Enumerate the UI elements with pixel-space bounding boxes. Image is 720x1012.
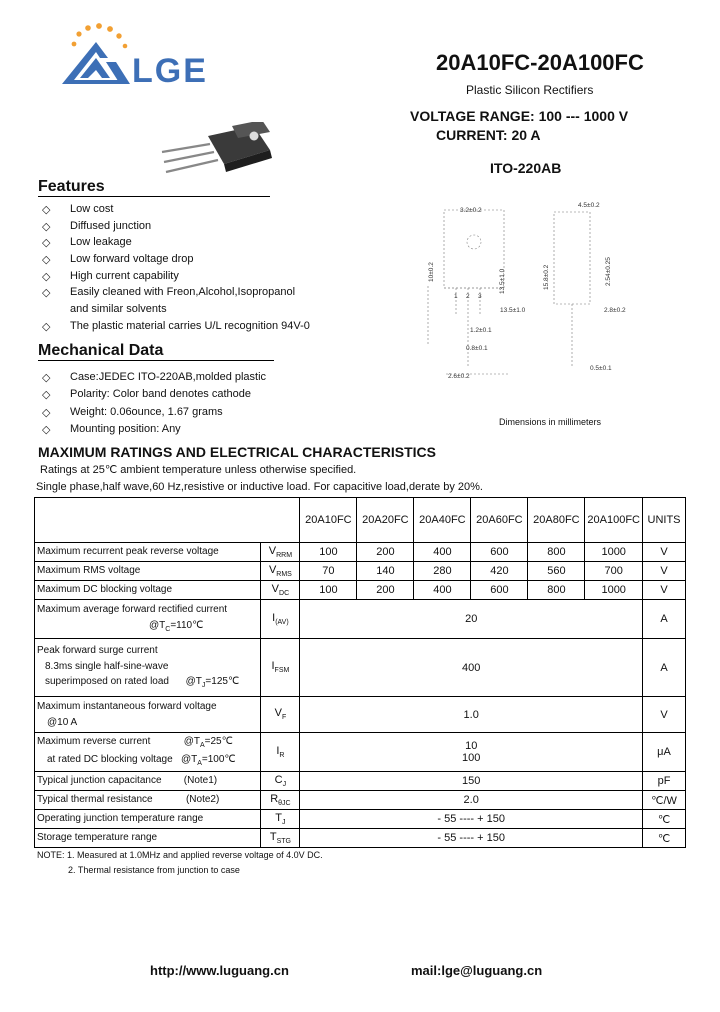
mechanical-heading: Mechanical Data (38, 342, 274, 361)
dim-label: 1.2±0.1 (470, 327, 492, 334)
table-row: Maximum recurrent peak reverse voltage $V_{RRM}$ 100 200 400 600 800 1000 V (35, 543, 686, 562)
table-header-row (35, 498, 686, 543)
diamond-bullet-icon: ◇ (42, 372, 51, 384)
list-item: ◇ Diffused junction (38, 220, 310, 237)
subtitle: Plastic Silicon Rectifiers (466, 83, 594, 97)
features-list (38, 203, 310, 337)
logo-text: LGE (132, 52, 208, 90)
footnote: NOTE: 1. Measured at 1.0MHz and applied reverse voltage of 4.0V DC. (37, 850, 323, 860)
dim-label: 2.8±0.2 (604, 307, 626, 314)
list-item: ◇ High current capability (38, 270, 310, 287)
diamond-bullet-icon: ◇ (42, 204, 51, 216)
diamond-bullet-icon: ◇ (42, 389, 51, 402)
column-header: 20A10FC (300, 498, 357, 543)
dim-label: 4.5±0.2 (578, 202, 600, 209)
table-row: Typical thermal resistance (Note2) $R_{\theta JC}$ 2.0 ℃/W (35, 791, 686, 810)
pin-label: 2 (466, 293, 470, 300)
lge-logo-icon (60, 22, 132, 88)
dim-label: 2.54±0.25 (605, 257, 612, 286)
table-row: Maximum reverse current $@T_A=25℃$ at rated DC blocking voltage $@T_A=100℃$ $I_R$ 10 100 μA (35, 733, 686, 772)
part-title: 20A10FC-20A100FC (436, 50, 644, 75)
mechanical-list (38, 371, 266, 440)
dim-label: 13.5±1.0 (500, 307, 526, 314)
footnote: 2. Thermal resistance from junction to case (68, 865, 240, 875)
website-link[interactable]: http://www.luguang.cn (150, 963, 289, 978)
table-row: Typical junction capacitance (Note1) $C_J$ 150 pF (35, 772, 686, 791)
table-row: Maximum DC blocking voltage $V_{DC}$ 100 200 400 600 800 1000 V (35, 581, 686, 600)
table-row: Peak forward surge current 8.3ms single half-sine-wave superimposed on rated load $@T_J=125℃$ $I_{FSM}$ 400 A (35, 639, 686, 697)
column-header: 20A60FC (471, 498, 528, 543)
email-link[interactable]: mail:lge@luguang.cn (411, 963, 543, 978)
table-row: Maximum instantaneous forward voltage @10 A $V_F$ 1.0 V (35, 697, 686, 733)
table-row: Operating junction temperature range $T_J$ - 55 ---- + 150 ℃ (35, 810, 686, 829)
component-image (158, 122, 278, 184)
diamond-bullet-icon: ◇ (42, 406, 51, 419)
voltage-range: VOLTAGE RANGE: 100 --- 1000 V (410, 108, 629, 124)
diamond-bullet-icon: ◇ (42, 237, 51, 250)
dimension-drawing (418, 196, 638, 386)
list-item: ◇ Mounting position: Any (38, 423, 266, 440)
features-heading: Features (38, 178, 270, 197)
diamond-bullet-icon: ◇ (42, 254, 51, 267)
dim-label: 0.8±0.1 (466, 345, 488, 352)
dim-label: 0.5±0.1 (590, 365, 612, 372)
table-row: Maximum average forward rectified current $@T_C=110℃$ $I_{(AV)}$ 20 A (35, 600, 686, 639)
list-item: ◇ The plastic material carries U/L recognition 94V-0 (38, 320, 310, 337)
diamond-bullet-icon: ◇ (42, 220, 51, 233)
column-header: 20A100FC (585, 498, 643, 543)
dim-label: 13.5±1.0 (499, 268, 506, 294)
ratings-note: Ratings at 25℃ ambient temperature unless otherwise specified. (40, 464, 357, 476)
diamond-bullet-icon: ◇ (42, 287, 51, 300)
list-item: ◇ Low leakage (38, 236, 310, 253)
list-item: ◇ Case:JEDEC ITO-220AB,molded plastic (38, 371, 266, 388)
dim-label: 15.8±0.2 (543, 264, 550, 290)
list-item: and similar solvents (70, 303, 167, 316)
dim-label: 2.6±0.2 (448, 373, 470, 380)
column-header: 20A20FC (357, 498, 414, 543)
package-name: ITO-220AB (490, 160, 562, 176)
ratings-table (34, 497, 686, 848)
ratings-note: Single phase,half wave,60 Hz,resistive or inductive load. For capacitive load,derate by 20%. (36, 481, 483, 493)
dim-label: 3.2±0.2 (460, 207, 482, 214)
column-header: 20A40FC (414, 498, 471, 543)
pin-label: 3 (478, 293, 482, 300)
list-item: ◇ Low cost (38, 203, 310, 220)
pin-label: 1 (454, 293, 458, 300)
diamond-bullet-icon: ◇ (42, 423, 51, 436)
ratings-heading: MAXIMUM RATINGS AND ELECTRICAL CHARACTERISTICS (38, 444, 436, 460)
current-rating: CURRENT: 20 A (436, 127, 541, 143)
table-row: Maximum RMS voltage $V_{RMS}$ 70 140 280 420 560 700 V (35, 562, 686, 581)
dim-label: 10±0.2 (428, 262, 435, 282)
diamond-bullet-icon: ◇ (42, 270, 51, 283)
dimensions-caption: Dimensions in millimeters (499, 417, 602, 427)
list-item: ◇ Easily cleaned with Freon,Alcohol,Isopropanol (38, 286, 310, 303)
column-header: UNITS (643, 498, 686, 543)
table-row: Storage temperature range $T_{STG}$ - 55 ---- + 150 ℃ (35, 829, 686, 848)
list-item: ◇ Low forward voltage drop (38, 253, 310, 270)
list-item: ◇ Polarity: Color band denotes cathode (38, 388, 266, 405)
column-header: 20A80FC (528, 498, 585, 543)
list-item: ◇ Weight: 0.06ounce, 1.67 grams (38, 406, 266, 423)
diamond-bullet-icon: ◇ (42, 320, 51, 333)
